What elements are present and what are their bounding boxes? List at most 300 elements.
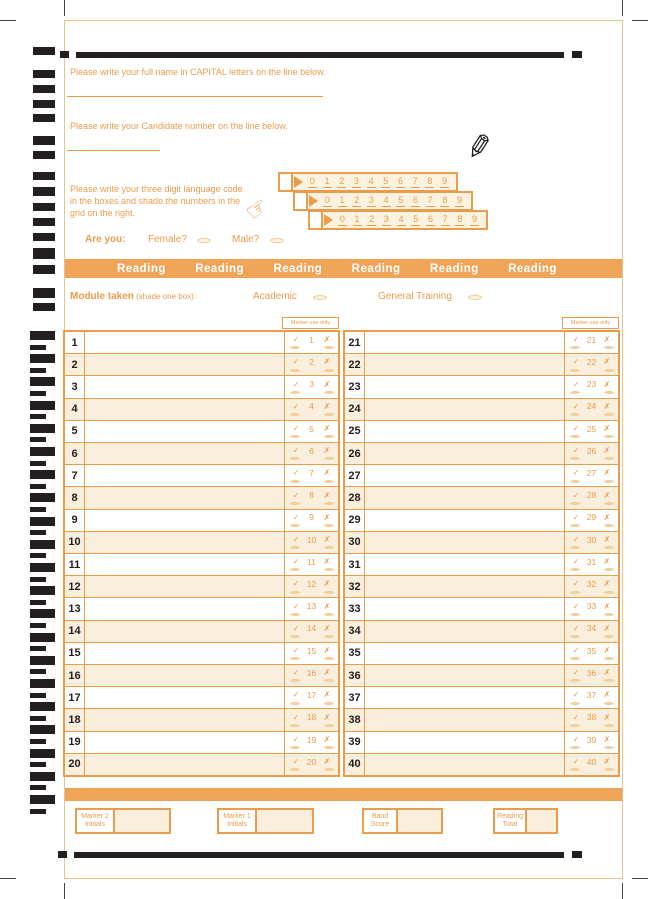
digit-bubble-4[interactable]: 4 xyxy=(398,213,404,224)
digit-bubble-6[interactable]: 6 xyxy=(397,175,403,186)
correct-shade-box[interactable] xyxy=(290,702,300,705)
timing-mark xyxy=(30,553,46,558)
wrong-shade-box[interactable] xyxy=(604,369,614,372)
answer-row-34 xyxy=(345,621,618,643)
timing-mark xyxy=(33,100,55,108)
cross-icon: ✗ xyxy=(323,712,331,722)
arrow-triangle-icon xyxy=(309,195,318,207)
wrong-shade-box[interactable] xyxy=(324,346,334,349)
cross-icon: ✗ xyxy=(603,756,611,766)
wrong-shade-box[interactable] xyxy=(604,768,614,771)
marker-question-number: 27 xyxy=(586,468,597,479)
wrong-shade-box[interactable] xyxy=(604,613,614,616)
check-icon: ✓ xyxy=(572,401,580,411)
marker-question-number: 9 xyxy=(309,512,314,523)
timing-mark xyxy=(30,716,46,721)
wrong-shade-box[interactable] xyxy=(324,746,334,749)
answer-row-33 xyxy=(345,598,618,620)
check-icon: ✓ xyxy=(572,645,580,655)
correct-shade-box[interactable] xyxy=(570,346,580,349)
answer-row-29 xyxy=(345,510,618,532)
correct-shade-box[interactable] xyxy=(290,635,300,638)
digit-bubble-5[interactable]: 5 xyxy=(413,213,419,224)
answer-cell-20[interactable] xyxy=(85,754,284,775)
answer-cell-18[interactable] xyxy=(85,709,284,730)
crop-mark xyxy=(64,883,65,899)
correct-shade-box[interactable] xyxy=(290,613,300,616)
timing-mark xyxy=(30,577,46,582)
cross-icon: ✗ xyxy=(603,534,611,544)
digit-bubble-4[interactable]: 4 xyxy=(383,194,389,205)
answer-row-37 xyxy=(345,687,618,709)
digit-bubble-8[interactable]: 8 xyxy=(427,175,433,186)
correct-shade-box[interactable] xyxy=(570,724,580,727)
answer-row-31 xyxy=(345,554,618,576)
wrong-shade-box[interactable] xyxy=(324,546,334,549)
cross-icon: ✗ xyxy=(603,712,611,722)
marker-cell-18 xyxy=(284,709,338,730)
correct-shade-box[interactable] xyxy=(570,768,580,771)
wrong-shade-box[interactable] xyxy=(604,568,614,571)
check-icon: ✓ xyxy=(292,357,300,367)
question-number: 7 xyxy=(65,465,85,486)
answer-cell-24[interactable] xyxy=(365,399,564,420)
full-name-line[interactable] xyxy=(67,96,323,97)
digit-bubble-7[interactable]: 7 xyxy=(427,194,433,205)
marker-cell-9 xyxy=(284,510,338,531)
digit-bubble-6[interactable]: 6 xyxy=(427,213,433,224)
answer-cell-22[interactable] xyxy=(365,354,564,375)
answer-cell-37[interactable] xyxy=(365,687,564,708)
wrong-shade-box[interactable] xyxy=(604,635,614,638)
answer-cell-27[interactable] xyxy=(365,465,564,486)
question-number: 14 xyxy=(65,621,85,642)
wrong-shade-box[interactable] xyxy=(604,480,614,483)
wrong-shade-box[interactable] xyxy=(604,746,614,749)
answer-cell-25[interactable] xyxy=(365,421,564,442)
answer-cell-12[interactable] xyxy=(85,576,284,597)
correct-shade-box[interactable] xyxy=(290,346,300,349)
marker-cell-21 xyxy=(564,332,618,353)
answer-row-39 xyxy=(345,732,618,754)
correct-shade-box[interactable] xyxy=(290,457,300,460)
marker-question-number: 32 xyxy=(586,579,597,590)
wrong-shade-box[interactable] xyxy=(604,702,614,705)
question-number: 35 xyxy=(345,643,365,664)
question-number: 16 xyxy=(65,665,85,686)
wrong-shade-box[interactable] xyxy=(604,546,614,549)
cross-icon: ✗ xyxy=(603,357,611,367)
marker-question-number: 29 xyxy=(586,512,597,523)
answer-cell-36[interactable] xyxy=(365,665,564,686)
band-score-field[interactable] xyxy=(398,810,441,832)
correct-shade-box[interactable] xyxy=(290,546,300,549)
wrong-shade-box[interactable] xyxy=(324,391,334,394)
marker-cell-39 xyxy=(564,732,618,753)
wrong-shade-box[interactable] xyxy=(604,657,614,660)
digit-bubble-6[interactable]: 6 xyxy=(412,194,418,205)
answer-cell-21[interactable] xyxy=(365,332,564,353)
answer-cell-16[interactable] xyxy=(85,665,284,686)
marker-cell-4 xyxy=(284,399,338,420)
correct-shade-box[interactable] xyxy=(290,391,300,394)
cross-icon: ✗ xyxy=(603,490,611,500)
wrong-shade-box[interactable] xyxy=(324,657,334,660)
answer-row-40 xyxy=(345,754,618,775)
crop-mark xyxy=(622,883,623,899)
marker-question-number: 25 xyxy=(586,423,597,434)
check-icon: ✓ xyxy=(292,335,300,345)
marker2-initials-box: Marker 2 Initials xyxy=(75,808,171,834)
marker-cell-1 xyxy=(284,332,338,353)
question-number: 28 xyxy=(345,487,365,508)
question-number: 36 xyxy=(345,665,365,686)
digit-bubble-1[interactable]: 1 xyxy=(354,213,360,224)
marker-question-number: 26 xyxy=(586,445,597,456)
wrong-shade-box[interactable] xyxy=(324,724,334,727)
cross-icon: ✗ xyxy=(323,468,331,478)
timing-mark xyxy=(30,517,55,526)
correct-shade-box[interactable] xyxy=(570,679,580,682)
marker-cell-2 xyxy=(284,354,338,375)
candidate-number-line[interactable] xyxy=(67,150,160,151)
check-icon: ✓ xyxy=(572,690,580,700)
band-title: Reading xyxy=(117,262,166,275)
wrong-shade-box[interactable] xyxy=(604,391,614,394)
wrong-shade-box[interactable] xyxy=(324,591,334,594)
correct-shade-box[interactable] xyxy=(570,502,580,505)
language-code-write-box[interactable] xyxy=(310,212,323,228)
language-code-row-2 xyxy=(293,191,473,211)
digit-bubble-8[interactable]: 8 xyxy=(457,213,463,224)
check-icon: ✓ xyxy=(292,668,300,678)
marker-question-number: 5 xyxy=(309,423,314,434)
check-icon: ✓ xyxy=(292,579,300,589)
wrong-shade-box[interactable] xyxy=(324,702,334,705)
wrong-shade-box[interactable] xyxy=(604,724,614,727)
marker-question-number: 30 xyxy=(586,534,597,545)
answer-cell-28[interactable] xyxy=(365,487,564,508)
wrong-shade-box[interactable] xyxy=(324,524,334,527)
instruction-full-name: Please write your full name in CAPITAL letters on the line below. xyxy=(70,67,326,77)
digit-bubble-0[interactable]: 0 xyxy=(309,175,315,186)
wrong-shade-box[interactable] xyxy=(604,435,614,438)
correct-shade-box[interactable] xyxy=(290,568,300,571)
correct-shade-box[interactable] xyxy=(570,635,580,638)
wrong-shade-box[interactable] xyxy=(604,524,614,527)
marker-question-number: 23 xyxy=(586,379,597,390)
male-shade-box[interactable] xyxy=(270,238,284,243)
cross-icon: ✗ xyxy=(323,490,331,500)
marker-question-number: 19 xyxy=(306,734,317,745)
correct-shade-box[interactable] xyxy=(290,657,300,660)
cross-icon: ✗ xyxy=(603,668,611,678)
academic-shade-box[interactable] xyxy=(313,295,327,300)
correct-shade-box[interactable] xyxy=(290,435,300,438)
timing-mark xyxy=(30,368,46,373)
correct-shade-box[interactable] xyxy=(570,591,580,594)
correct-shade-box[interactable] xyxy=(570,413,580,416)
timing-mark xyxy=(33,85,55,93)
wrong-shade-box[interactable] xyxy=(324,369,334,372)
wrong-shade-box[interactable] xyxy=(604,457,614,460)
answer-row-7 xyxy=(65,465,338,487)
digit-bubble-1[interactable]: 1 xyxy=(339,194,345,205)
timing-mark xyxy=(30,484,46,489)
digit-bubble-0[interactable]: 0 xyxy=(324,194,330,205)
digit-bubble-7[interactable]: 7 xyxy=(442,213,448,224)
timing-mark xyxy=(33,187,55,196)
answer-cell-39[interactable] xyxy=(365,732,564,753)
answer-cell-6[interactable] xyxy=(85,443,284,464)
marker-question-number: 33 xyxy=(586,601,597,612)
timing-mark xyxy=(33,47,55,55)
cross-icon: ✗ xyxy=(323,335,331,345)
check-icon: ✓ xyxy=(572,512,580,522)
digit-bubble-4[interactable]: 4 xyxy=(368,175,374,186)
answer-cell-23[interactable] xyxy=(365,376,564,397)
answer-row-12 xyxy=(65,576,338,598)
reading-total-field[interactable] xyxy=(527,810,556,832)
correct-shade-box[interactable] xyxy=(290,768,300,771)
marker-question-number: 24 xyxy=(586,401,597,412)
marker-cell-27 xyxy=(564,465,618,486)
timing-mark xyxy=(33,136,55,145)
answer-row-11 xyxy=(65,554,338,576)
crop-mark xyxy=(0,20,16,21)
marker-cell-11 xyxy=(284,554,338,575)
answer-row-19 xyxy=(65,732,338,754)
answer-cell-19[interactable] xyxy=(85,732,284,753)
answer-row-30 xyxy=(345,532,618,554)
cross-icon: ✗ xyxy=(603,335,611,345)
marker-cell-22 xyxy=(564,354,618,375)
module-taken-label: Module taken xyxy=(70,291,134,302)
answer-cell-9[interactable] xyxy=(85,510,284,531)
timing-mark xyxy=(60,51,69,58)
answer-cell-3[interactable] xyxy=(85,376,284,397)
digit-bubble-3[interactable]: 3 xyxy=(383,213,389,224)
correct-shade-box[interactable] xyxy=(570,457,580,460)
instruction-language-code: Please write your three digit language code in the boxes and shade the numbers in the grid on the right. xyxy=(70,184,243,219)
marker1-initials-field[interactable] xyxy=(257,810,312,832)
correct-shade-box[interactable] xyxy=(570,568,580,571)
cross-icon: ✗ xyxy=(603,468,611,478)
question-number: 17 xyxy=(65,687,85,708)
question-number: 20 xyxy=(65,754,85,775)
correct-shade-box[interactable] xyxy=(570,657,580,660)
wrong-shade-box[interactable] xyxy=(324,413,334,416)
timing-mark xyxy=(30,725,55,734)
question-number: 23 xyxy=(345,376,365,397)
correct-shade-box[interactable] xyxy=(290,369,300,372)
correct-shade-box[interactable] xyxy=(290,524,300,527)
question-number: 40 xyxy=(345,754,365,775)
module-option-general-training: General Training xyxy=(378,291,452,302)
cross-icon: ✗ xyxy=(323,423,331,433)
digit-bubble-1[interactable]: 1 xyxy=(324,175,330,186)
correct-shade-box[interactable] xyxy=(570,369,580,372)
answer-row-14 xyxy=(65,621,338,643)
wrong-shade-box[interactable] xyxy=(324,480,334,483)
cross-icon: ✗ xyxy=(603,690,611,700)
correct-shade-box[interactable] xyxy=(290,591,300,594)
check-icon: ✓ xyxy=(292,423,300,433)
language-code-write-box[interactable] xyxy=(295,193,308,209)
crop-mark xyxy=(632,20,648,21)
marker-question-number: 18 xyxy=(306,712,317,723)
timing-mark xyxy=(30,633,55,642)
answer-cell-14[interactable] xyxy=(85,621,284,642)
answer-cell-4[interactable] xyxy=(85,399,284,420)
digit-bubble-3[interactable]: 3 xyxy=(368,194,374,205)
correct-shade-box[interactable] xyxy=(570,746,580,749)
timing-mark xyxy=(30,345,46,350)
answer-row-13 xyxy=(65,598,338,620)
answer-cell-13[interactable] xyxy=(85,598,284,619)
answer-cell-17[interactable] xyxy=(85,687,284,708)
answer-cell-1[interactable] xyxy=(85,332,284,353)
answer-cell-5[interactable] xyxy=(85,421,284,442)
crop-mark xyxy=(622,0,623,16)
answer-cell-11[interactable] xyxy=(85,554,284,575)
question-number: 2 xyxy=(65,354,85,375)
check-icon: ✓ xyxy=(572,668,580,678)
answer-cell-8[interactable] xyxy=(85,487,284,508)
marker-cell-5 xyxy=(284,421,338,442)
wrong-shade-box[interactable] xyxy=(604,502,614,505)
wrong-shade-box[interactable] xyxy=(324,435,334,438)
wrong-shade-box[interactable] xyxy=(604,679,614,682)
digit-bubble-0[interactable]: 0 xyxy=(339,213,345,224)
correct-shade-box[interactable] xyxy=(570,435,580,438)
marker-question-number: 10 xyxy=(306,534,317,545)
marker-question-number: 1 xyxy=(309,334,314,345)
answer-cell-2[interactable] xyxy=(85,354,284,375)
digit-bubble-9[interactable]: 9 xyxy=(442,175,448,186)
digit-bubble-7[interactable]: 7 xyxy=(412,175,418,186)
answer-row-22 xyxy=(345,354,618,376)
wrong-shade-box[interactable] xyxy=(324,613,334,616)
timing-mark xyxy=(30,609,55,618)
check-icon: ✓ xyxy=(292,446,300,456)
correct-shade-box[interactable] xyxy=(570,480,580,483)
marker2-initials-field[interactable] xyxy=(115,810,169,832)
marker-cell-12 xyxy=(284,576,338,597)
question-number: 21 xyxy=(345,332,365,353)
general-training-shade-box[interactable] xyxy=(468,295,482,300)
band-title: Reading xyxy=(429,262,479,275)
marker-cell-37 xyxy=(564,687,618,708)
wrong-shade-box[interactable] xyxy=(604,346,614,349)
answer-cell-15[interactable] xyxy=(85,643,284,664)
answer-cell-10[interactable] xyxy=(85,532,284,553)
answer-cell-35[interactable] xyxy=(365,643,564,664)
answer-cell-32[interactable] xyxy=(365,576,564,597)
digit-bubble-2[interactable]: 2 xyxy=(369,213,375,224)
marker-cell-17 xyxy=(284,687,338,708)
answer-cell-7[interactable] xyxy=(85,465,284,486)
check-icon: ✓ xyxy=(572,468,580,478)
correct-shade-box[interactable] xyxy=(290,679,300,682)
correct-shade-box[interactable] xyxy=(570,613,580,616)
check-icon: ✓ xyxy=(572,712,580,722)
marker-question-number: 36 xyxy=(586,667,597,678)
timing-mark xyxy=(30,401,55,410)
marker1-label: Marker 1 xyxy=(223,812,251,820)
digit-bubble-5[interactable]: 5 xyxy=(398,194,404,205)
answer-cell-38[interactable] xyxy=(365,709,564,730)
question-number: 18 xyxy=(65,709,85,730)
digit-bubble-8[interactable]: 8 xyxy=(442,194,448,205)
language-code-write-box[interactable] xyxy=(280,174,293,190)
correct-shade-box[interactable] xyxy=(570,391,580,394)
correct-shade-box[interactable] xyxy=(290,746,300,749)
timing-mark xyxy=(30,493,55,502)
digit-bubble-3[interactable]: 3 xyxy=(353,175,359,186)
check-icon: ✓ xyxy=(292,734,300,744)
marker-question-number: 38 xyxy=(586,712,597,723)
correct-shade-box[interactable] xyxy=(570,524,580,527)
timing-mark xyxy=(33,303,55,311)
answer-cell-33[interactable] xyxy=(365,598,564,619)
wrong-shade-box[interactable] xyxy=(604,413,614,416)
wrong-shade-box[interactable] xyxy=(324,502,334,505)
marker-question-number: 40 xyxy=(586,756,597,767)
wrong-shade-box[interactable] xyxy=(324,635,334,638)
wrong-shade-box[interactable] xyxy=(324,457,334,460)
wrong-shade-box[interactable] xyxy=(324,679,334,682)
marker-cell-23 xyxy=(564,376,618,397)
correct-shade-box[interactable] xyxy=(290,724,300,727)
female-shade-box[interactable] xyxy=(197,238,211,243)
marker-question-number: 14 xyxy=(306,623,317,634)
band-title: Reading xyxy=(195,262,245,275)
answer-cell-29[interactable] xyxy=(365,510,564,531)
marker-cell-25 xyxy=(564,421,618,442)
digit-bubble-2[interactable]: 2 xyxy=(354,194,360,205)
digit-bubble-9[interactable]: 9 xyxy=(457,194,463,205)
timing-mark xyxy=(572,851,582,858)
correct-shade-box[interactable] xyxy=(570,546,580,549)
timing-mark xyxy=(30,540,55,549)
correct-shade-box[interactable] xyxy=(570,702,580,705)
cross-icon: ✗ xyxy=(323,446,331,456)
timing-mark xyxy=(30,447,55,456)
answer-cell-26[interactable] xyxy=(365,443,564,464)
answer-cell-31[interactable] xyxy=(365,554,564,575)
answer-cell-30[interactable] xyxy=(365,532,564,553)
wrong-shade-box[interactable] xyxy=(324,768,334,771)
question-number: 22 xyxy=(345,354,365,375)
timing-mark xyxy=(30,470,55,479)
answer-cell-40[interactable] xyxy=(365,754,564,775)
cross-icon: ✗ xyxy=(323,379,331,389)
wrong-shade-box[interactable] xyxy=(324,568,334,571)
timing-mark xyxy=(30,530,46,535)
digit-bubble-2[interactable]: 2 xyxy=(339,175,345,186)
correct-shade-box[interactable] xyxy=(290,502,300,505)
timing-mark xyxy=(33,203,55,211)
wrong-shade-box[interactable] xyxy=(604,591,614,594)
digit-bubble-9[interactable]: 9 xyxy=(472,213,478,224)
correct-shade-box[interactable] xyxy=(290,413,300,416)
digit-bubble-5[interactable]: 5 xyxy=(383,175,389,186)
check-icon: ✓ xyxy=(572,335,580,345)
correct-shade-box[interactable] xyxy=(290,480,300,483)
answer-cell-34[interactable] xyxy=(365,621,564,642)
marker-cell-26 xyxy=(564,443,618,464)
